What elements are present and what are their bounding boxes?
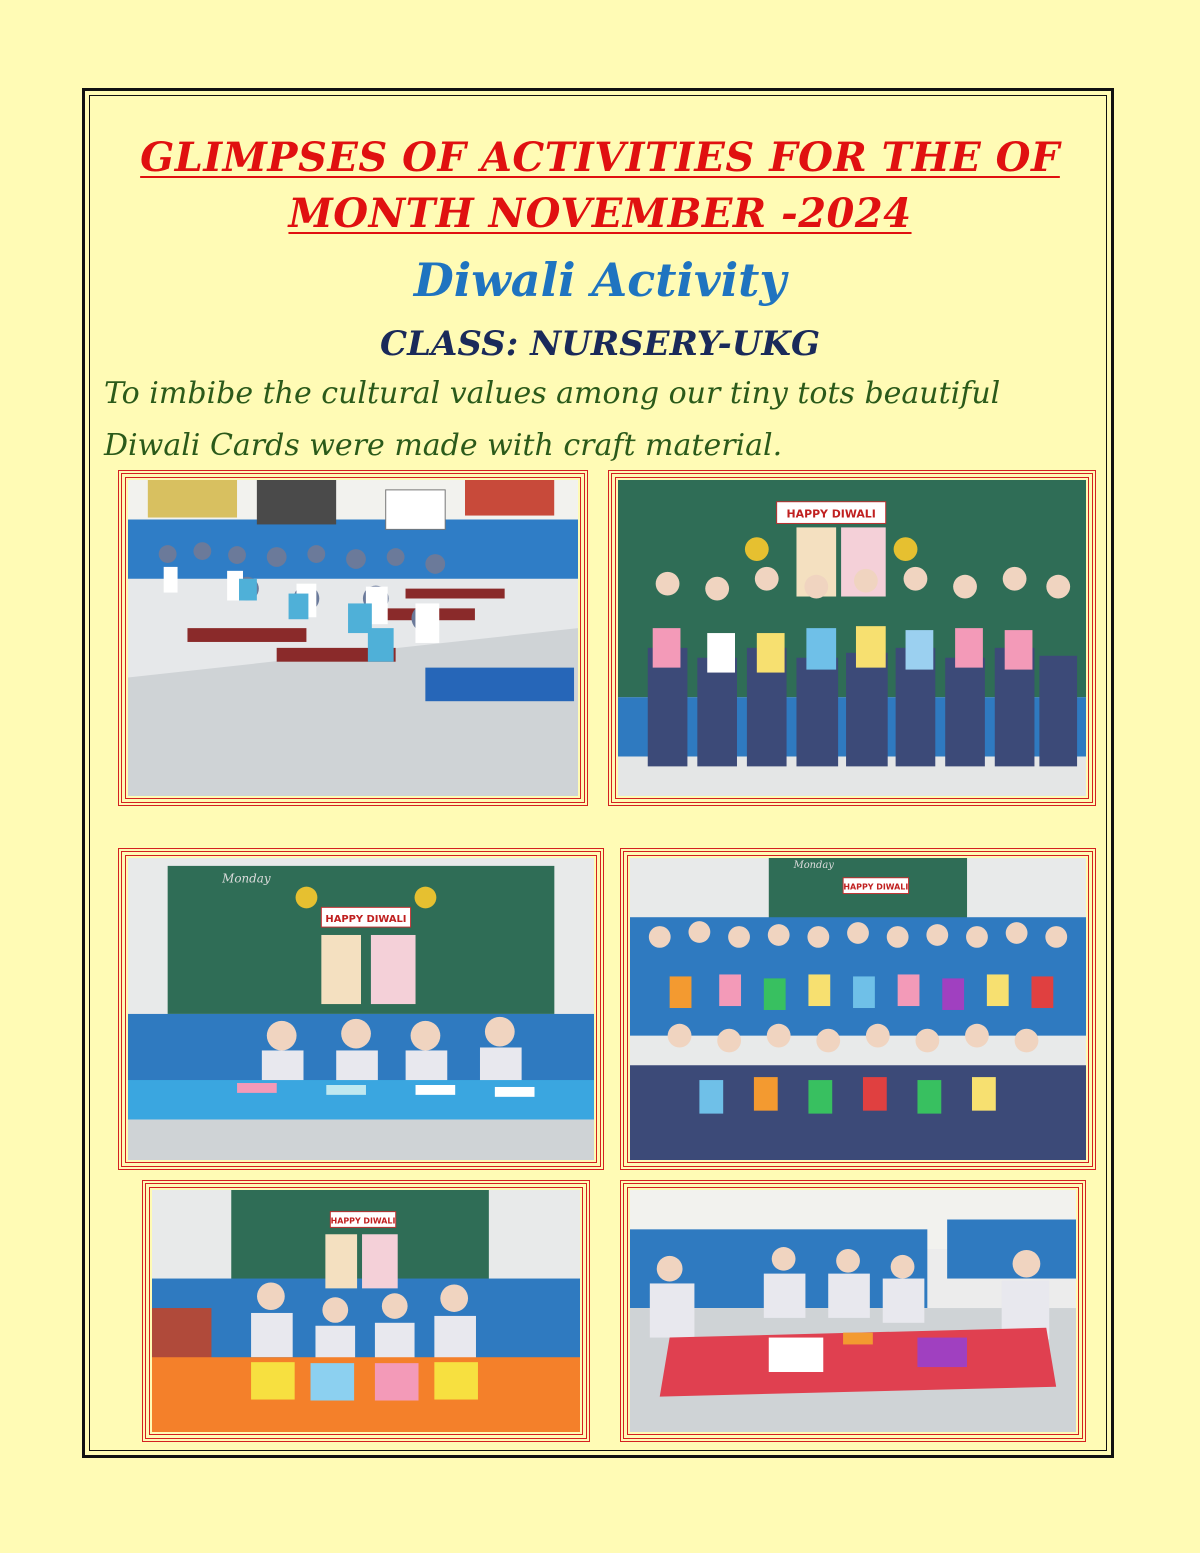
title-line-1: GLIMPSES OF ACTIVITIES FOR THE OF [140, 134, 1060, 181]
photo-5-illustration [152, 1190, 580, 1432]
board-monday-1: Monday [222, 871, 271, 886]
photo-large-group-cards [620, 848, 1096, 1170]
class-label: CLASS: NURSERY-UKG [380, 324, 820, 364]
photo-classroom-desks [118, 470, 588, 806]
board-happy-diwali-1: HAPPY DIWALI [786, 507, 876, 521]
activity-description [104, 368, 1094, 472]
photo-four-children-orange-table [142, 1180, 590, 1442]
photo-2-illustration [618, 480, 1086, 796]
board-happy-diwali-2: HAPPY DIWALI [325, 914, 407, 926]
photo-children-red-table-crafting [620, 1180, 1086, 1442]
photo-3-illustration [128, 858, 594, 1160]
page-title [90, 130, 1110, 242]
photo-6-illustration [630, 1190, 1076, 1432]
photo-1-illustration [128, 480, 578, 796]
photo-4-illustration [630, 858, 1086, 1160]
photo-four-children-table-board [118, 848, 604, 1170]
description-line-2: Diwali Cards were made with craft material. [104, 428, 783, 463]
description-line-1: To imbibe the cultural values among our tiny tots beautiful [104, 376, 1001, 411]
title-line-2: MONTH NOVEMBER -2024 [288, 190, 912, 237]
board-happy-diwali-3: HAPPY DIWALI [843, 882, 909, 892]
photo-group-standing-board [608, 470, 1096, 806]
board-happy-diwali-4: HAPPY DIWALI [330, 1216, 396, 1226]
board-monday-2: Monday [793, 859, 834, 871]
activity-subtitle: Diwali Activity [413, 253, 787, 307]
